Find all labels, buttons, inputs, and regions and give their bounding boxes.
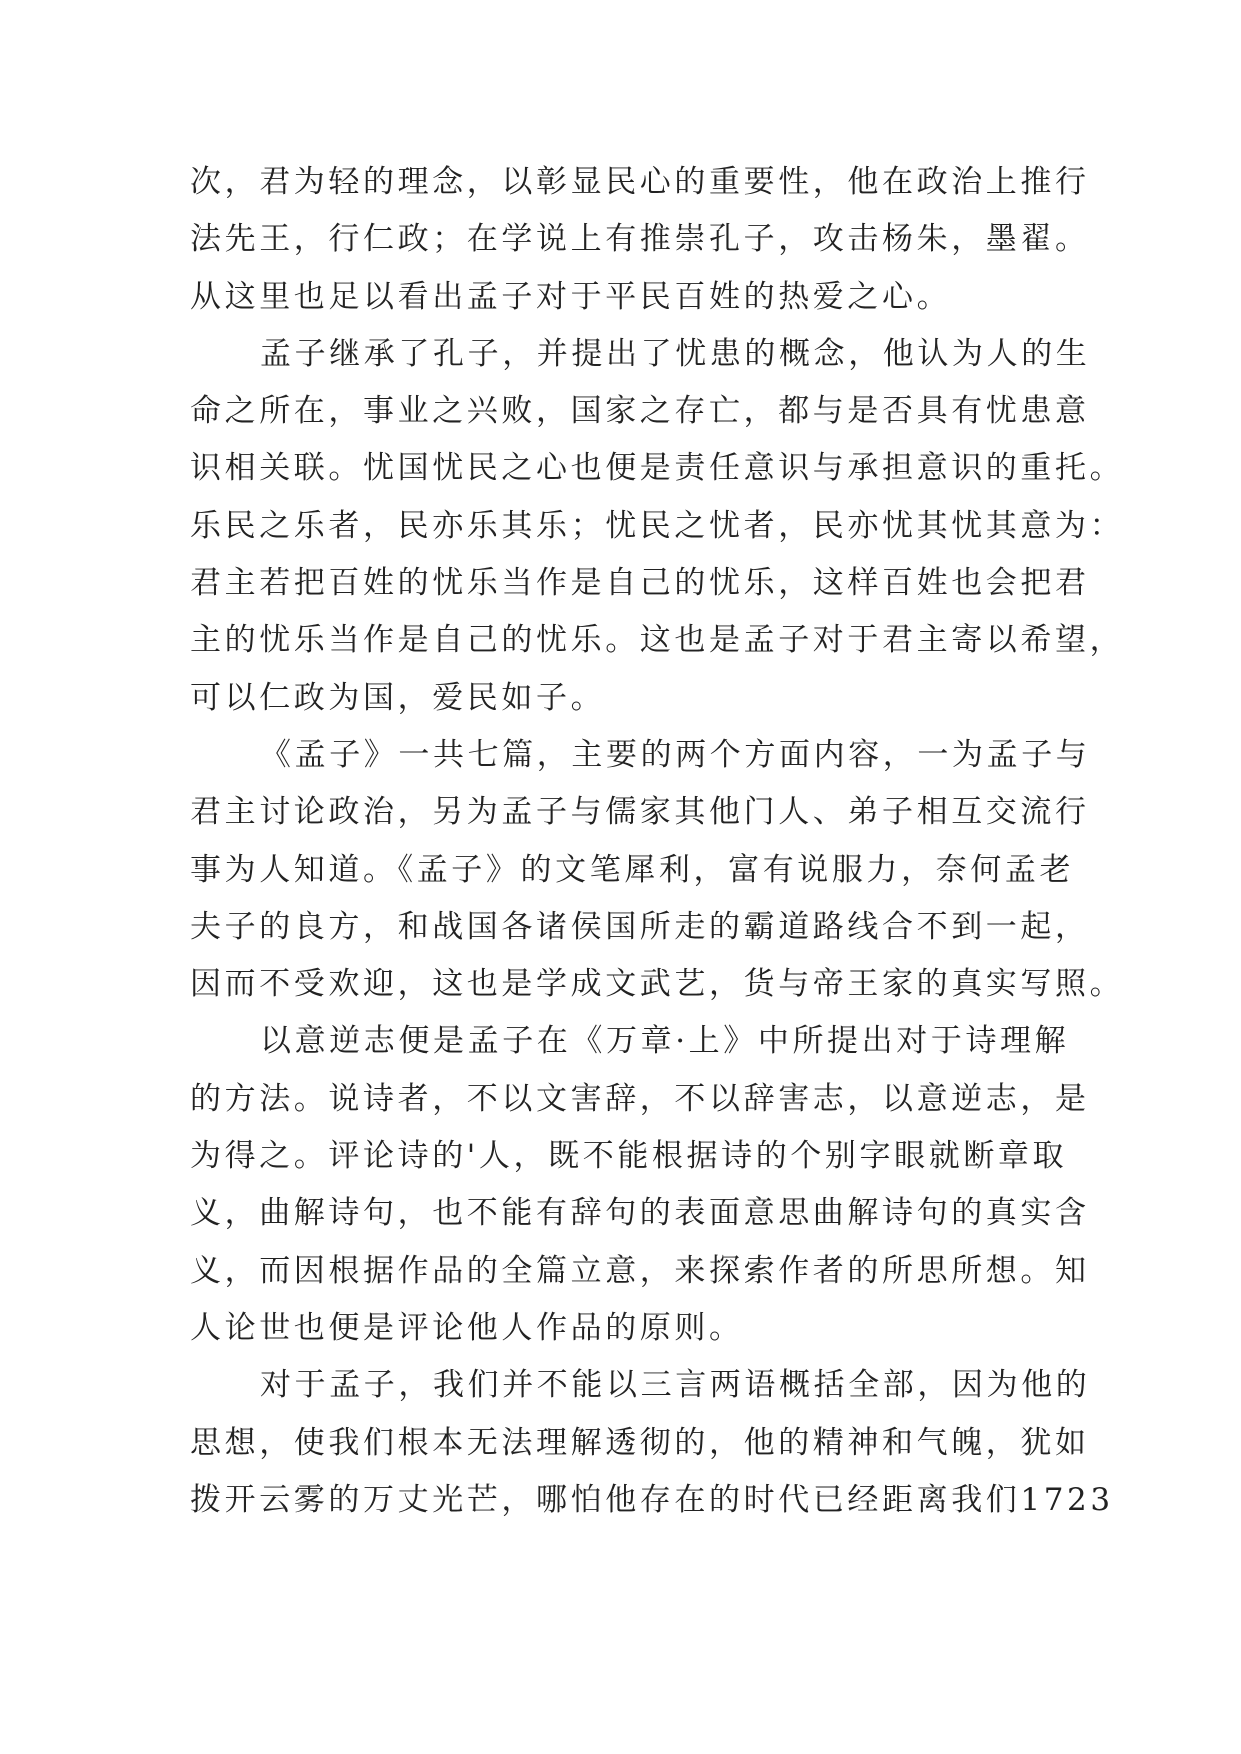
- text-line: 可以仁政为国，爱民如子。: [190, 679, 606, 716]
- text-line: 从这里也足以看出孟子对于平民百姓的热爱之心。: [190, 278, 952, 315]
- document-body: [190, 154, 1125, 1529]
- text-line: 君主若把百姓的忧乐当作是自己的忧乐，这样百姓也会把君: [190, 565, 1090, 602]
- text-line: 思想，使我们根本无法理解透彻的，他的精神和气魄，犹如: [190, 1424, 1090, 1461]
- paragraph-first-line: 《孟子》一共七篇，主要的两个方面内容，一为孟子与: [260, 736, 1091, 773]
- paragraph-first-line: 以意逆志便是孟子在《万章·上》中所提出对于诗理解: [260, 1023, 1070, 1060]
- text-line: 命之所在，事业之兴败，国家之存亡，都与是否具有忧患意: [190, 393, 1090, 430]
- text-line: 次，君为轻的理念，以彰显民心的重要性，他在政治上推行: [190, 164, 1090, 200]
- paragraph-first-line: 孟子继承了孔子，并提出了忧患的概念，他认为人的生: [260, 335, 1091, 372]
- text-line: 主的忧乐当作是自己的忧乐。这也是孟子对于君主寄以希望，: [190, 622, 1125, 659]
- text-line: 义，而因根据作品的全篇立意，来探索作者的所思所想。知: [190, 1252, 1090, 1289]
- text-line: 事为人知道。《孟子》的文笔犀利，富有说服力，奈何孟老: [190, 851, 1075, 888]
- text-line: 乐民之乐者，民亦乐其乐；忧民之忧者，民亦忧其忧其意为：: [190, 507, 1125, 544]
- text-line: 为得之。评论诗的'人，既不能根据诗的个别字眼就断章取: [190, 1138, 1068, 1175]
- text-line: 法先王，行仁政；在学说上有推崇孔子，攻击杨朱，墨翟。: [190, 221, 1090, 258]
- text-line: 夫子的良方，和战国各诸侯国所走的霸道路线合不到一起，: [190, 908, 1090, 945]
- text-line: 拨开云雾的万丈光芒，哪怕他存在的时代已经距离我们1723: [190, 1481, 1114, 1518]
- text-line: 因而不受欢迎，这也是学成文武艺，货与帝王家的真实写照。: [190, 966, 1125, 1003]
- text-line: 识相关联。忧国忧民之心也便是责任意识与承担意识的重托。: [190, 450, 1125, 487]
- text-line: 的方法。说诗者，不以文害辞，不以辞害志，以意逆志，是: [190, 1080, 1090, 1117]
- paragraph-first-line: 对于孟子，我们并不能以三言两语概括全部，因为他的: [260, 1367, 1091, 1404]
- text-line: 君主讨论政治，另为孟子与儒家其他门人、弟子相互交流行: [190, 794, 1090, 831]
- text-line: 义，曲解诗句，也不能有辞句的表面意思曲解诗句的真实含: [190, 1195, 1090, 1232]
- text-line: 人论世也便是评论他人作品的原则。: [190, 1309, 744, 1346]
